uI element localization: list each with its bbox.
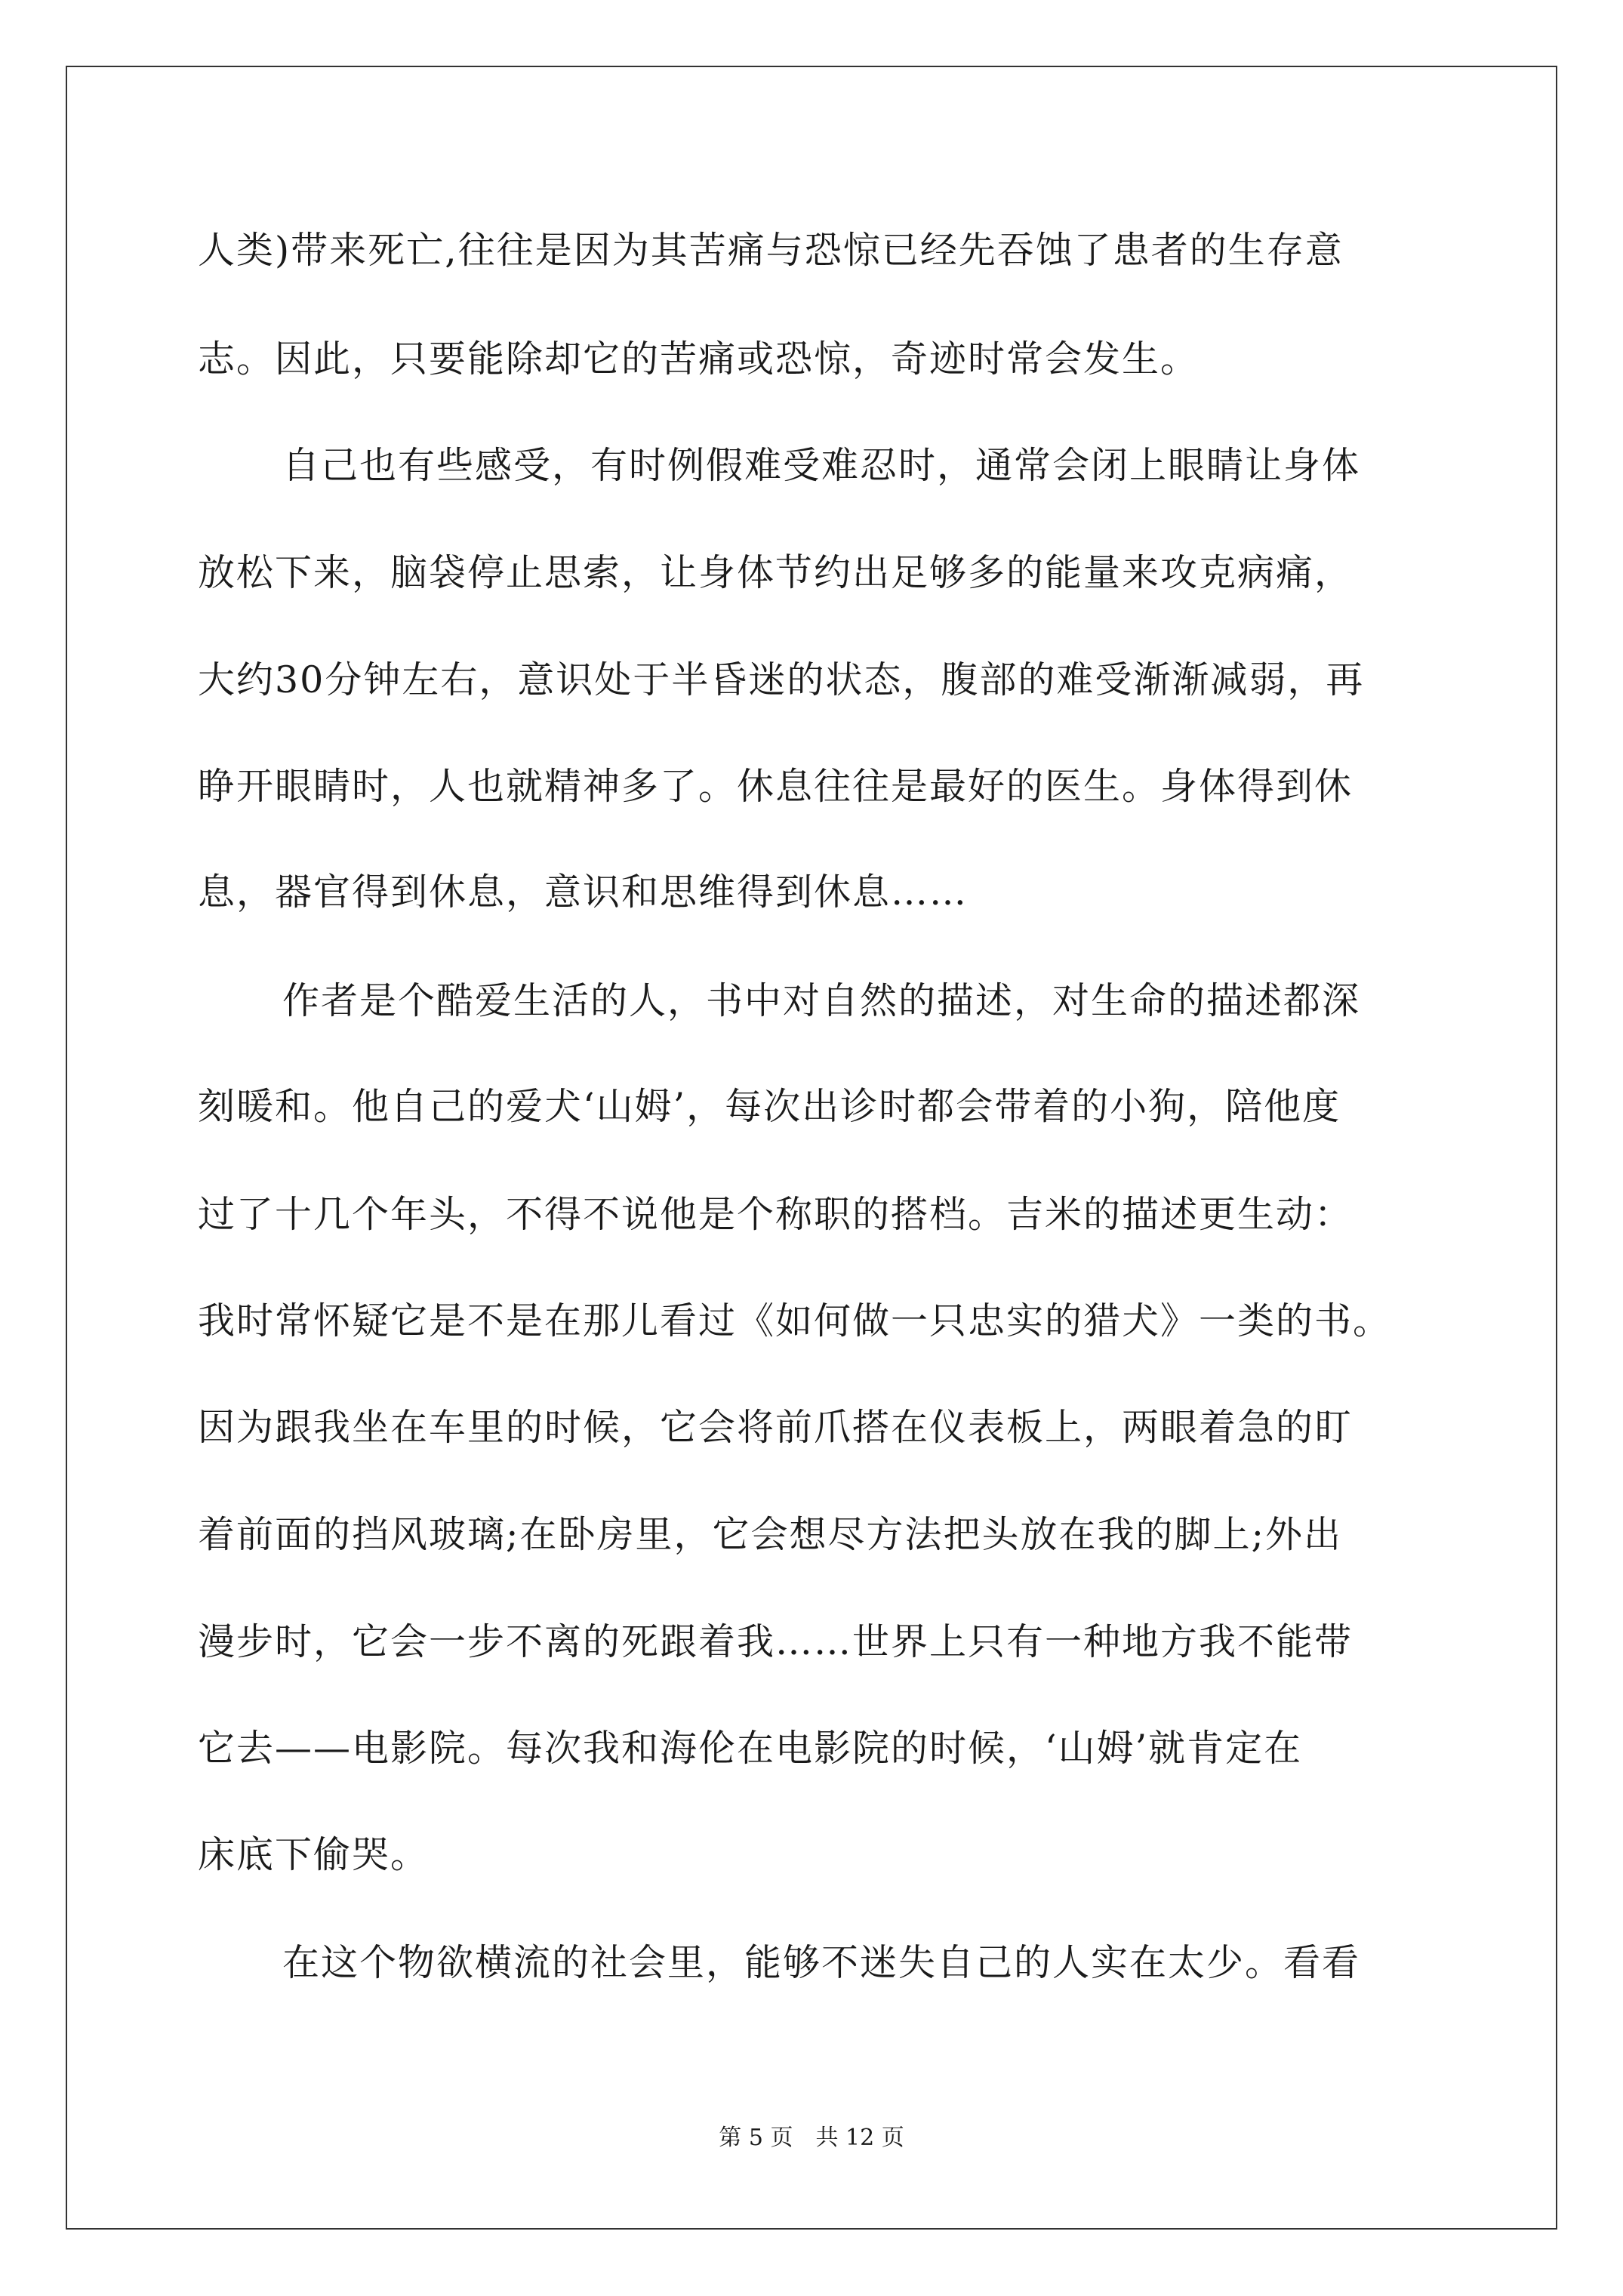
text-line: 自己也有些感受，有时例假难受难忍时，通常会闭上眼睛让身体 [282, 444, 1361, 487]
text-line: 在这个物欲横流的社会里，能够不迷失自己的人实在太少。看看 [282, 1941, 1361, 1984]
text-line: 刻暖和。他自己的爱犬‘山姆’，每次出诊时都会带着的小狗，陪他度 [198, 1085, 1341, 1128]
text-line: 人类)带来死亡,往往是因为其苦痛与恐惊已经先吞蚀了患者的生存意 [198, 229, 1344, 272]
text-line: 志。因此，只要能除却它的苦痛或恐惊，奇迹时常会发生。 [198, 337, 1200, 381]
text-line: 放松下来，脑袋停止思索，让身体节约出足够多的能量来攻克病痛， [198, 551, 1354, 594]
text-line: 大约30分钟左右，意识处于半昏迷的状态，腹部的难受渐渐减弱，再 [198, 658, 1365, 701]
text-line: 漫步时，它会一步不离的死跟着我……世界上只有一种地方我不能带 [198, 1620, 1354, 1663]
text-line: 它去——电影院。每次我和海伦在电影院的时候，‘山姆’就肯定在 [198, 1727, 1303, 1770]
text-line: 我时常怀疑它是不是在那儿看过《如何做一只忠实的猎犬》一类的书。 [198, 1299, 1392, 1342]
text-line: 息，器官得到休息，意识和思维得到休息…… [198, 871, 969, 914]
text-line: 着前面的挡风玻璃;在卧房里，它会想尽方法把头放在我的脚上;外出 [198, 1513, 1343, 1556]
text-line: 过了十几个年头，不得不说他是个称职的搭档。吉米的描述更生动： [198, 1193, 1354, 1236]
page-footer: 第 5 页 共 12 页 [719, 2125, 904, 2151]
text-line: 睁开眼睛时，人也就精神多了。休息往往是最好的医生。身体得到休 [198, 765, 1354, 808]
text-line: 因为跟我坐在车里的时候，它会将前爪搭在仪表板上，两眼着急的盯 [198, 1406, 1354, 1449]
text-line: 作者是个酷爱生活的人，书中对自然的描述，对生命的描述都深 [282, 979, 1361, 1022]
text-line: 床底下偷哭。 [198, 1833, 430, 1876]
page-border [66, 66, 1557, 2230]
